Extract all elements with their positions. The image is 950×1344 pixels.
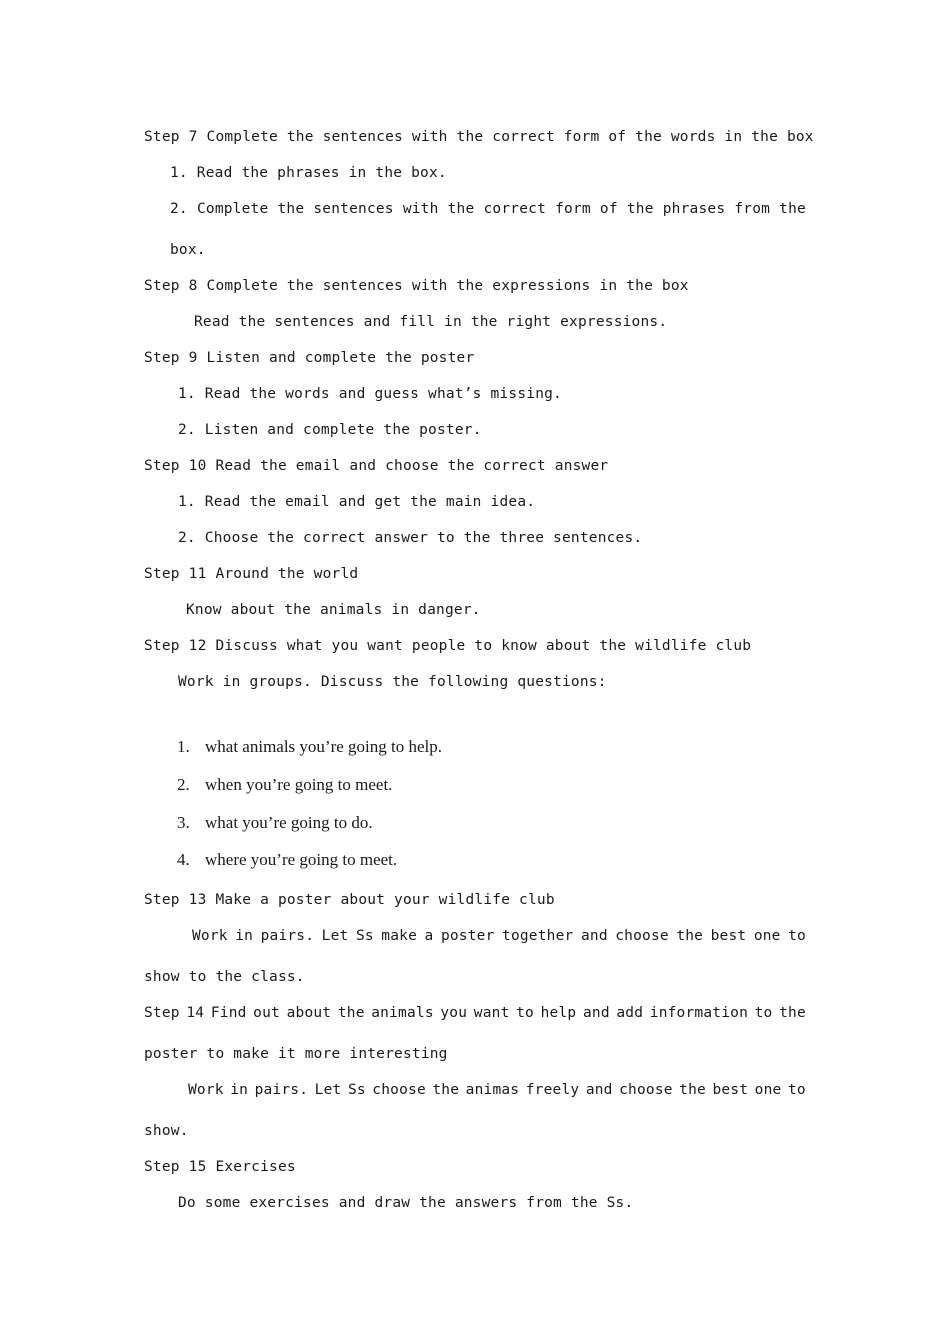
word: best bbox=[710, 928, 747, 944]
step-9-item-1: 1. Read the words and guess what’s missing. bbox=[178, 386, 562, 402]
step-15-text: Do some exercises and draw the answers from the Ss. bbox=[178, 1195, 634, 1211]
step-7-item-2-cont: box. bbox=[170, 242, 206, 258]
word: Step bbox=[144, 1005, 180, 1021]
word: freely bbox=[525, 1082, 580, 1098]
step-14-heading-cont: poster to make it more interesting bbox=[144, 1046, 448, 1062]
word: Ss bbox=[347, 1082, 366, 1098]
word: correct bbox=[483, 201, 547, 217]
word: the bbox=[779, 1005, 806, 1021]
question-text: what you’re going to do. bbox=[205, 813, 373, 832]
step-13-heading: Step 13 Make a poster about your wildlife club bbox=[144, 892, 555, 908]
word: choose bbox=[372, 1082, 426, 1098]
step-14-heading bbox=[144, 1003, 806, 1023]
word: 2. bbox=[170, 201, 188, 217]
word: Complete bbox=[196, 201, 269, 217]
word: and bbox=[580, 928, 608, 944]
step-9-item-2: 2. Listen and complete the poster. bbox=[178, 422, 482, 438]
word: in bbox=[230, 1082, 249, 1098]
word: the bbox=[277, 201, 305, 217]
word: choose bbox=[619, 1082, 673, 1098]
word: the bbox=[779, 201, 806, 217]
word: of bbox=[599, 201, 618, 217]
step-10-item-2: 2. Choose the correct answer to the three sentences. bbox=[178, 530, 643, 546]
word: from bbox=[734, 201, 771, 217]
word: choose bbox=[615, 928, 669, 944]
word: sentences bbox=[313, 201, 394, 217]
word: animals bbox=[371, 1005, 434, 1021]
word: the bbox=[679, 1082, 706, 1098]
word: pairs. bbox=[260, 928, 315, 944]
step-12-heading: Step 12 Discuss what you want people to know about the wildlife club bbox=[144, 638, 752, 654]
word: you bbox=[440, 1005, 468, 1021]
word: best bbox=[712, 1082, 749, 1098]
word: Work bbox=[188, 1082, 224, 1098]
word: make bbox=[381, 928, 418, 944]
word: information bbox=[649, 1005, 748, 1021]
word: Let bbox=[314, 1082, 342, 1098]
word: the bbox=[432, 1082, 460, 1098]
question-number: 2. bbox=[177, 775, 190, 794]
word: Let bbox=[321, 928, 349, 944]
word: pairs. bbox=[254, 1082, 309, 1098]
word: to bbox=[516, 1005, 534, 1021]
word: one bbox=[753, 928, 781, 944]
step-8-text: Read the sentences and fill in the right expressions. bbox=[194, 314, 668, 330]
word: form bbox=[555, 201, 591, 217]
step-7-heading: Step 7 Complete the sentences with the correct form of the words in the box bbox=[144, 129, 814, 145]
word: 14 bbox=[186, 1005, 205, 1021]
word: together bbox=[502, 928, 574, 944]
word: and bbox=[585, 1082, 613, 1098]
step-10-heading: Step 10 Read the email and choose the correct answer bbox=[144, 458, 609, 474]
question-item bbox=[160, 827, 397, 893]
question-number: 4. bbox=[177, 850, 190, 869]
word: with bbox=[402, 201, 439, 217]
step-13-text bbox=[192, 926, 806, 946]
step-8-heading: Step 8 Complete the sentences with the expressions in the box bbox=[144, 278, 689, 294]
word: out bbox=[253, 1005, 280, 1021]
word: to bbox=[787, 1082, 806, 1098]
step-13-text-cont: show to the class. bbox=[144, 969, 305, 985]
word: add bbox=[616, 1005, 644, 1021]
word: about bbox=[286, 1005, 332, 1021]
word: to bbox=[788, 928, 806, 944]
word: phrases bbox=[662, 201, 726, 217]
step-14-text bbox=[188, 1080, 806, 1100]
word: poster bbox=[440, 928, 495, 944]
step-9-heading: Step 9 Listen and complete the poster bbox=[144, 350, 475, 366]
word: the bbox=[337, 1005, 365, 1021]
word: Ss bbox=[355, 928, 374, 944]
step-14-text-cont: show. bbox=[144, 1123, 189, 1139]
question-text: when you’re going to meet. bbox=[205, 775, 393, 794]
question-number: 1. bbox=[177, 737, 190, 756]
step-12-text: Work in groups. Discuss the following questions: bbox=[178, 674, 607, 690]
word: in bbox=[235, 928, 254, 944]
word: the bbox=[447, 201, 475, 217]
step-11-heading: Step 11 Around the world bbox=[144, 566, 359, 582]
step-11-text: Know about the animals in danger. bbox=[186, 602, 481, 618]
word: a bbox=[424, 928, 434, 944]
word: Find bbox=[210, 1005, 247, 1021]
step-15-heading: Step 15 Exercises bbox=[144, 1159, 296, 1175]
word: Work bbox=[192, 928, 228, 944]
word: to bbox=[754, 1005, 773, 1021]
step-10-item-1: 1. Read the email and get the main idea. bbox=[178, 494, 536, 510]
question-number: 3. bbox=[177, 813, 190, 832]
word: one bbox=[754, 1082, 782, 1098]
word: and bbox=[582, 1005, 610, 1021]
word: the bbox=[676, 928, 704, 944]
word: help bbox=[540, 1005, 577, 1021]
step-7-item-1: 1. Read the phrases in the box. bbox=[170, 165, 447, 181]
question-text: where you’re going to meet. bbox=[205, 850, 398, 869]
word: animas bbox=[465, 1082, 520, 1098]
word: want bbox=[473, 1005, 510, 1021]
question-text: what animals you’re going to help. bbox=[205, 737, 443, 756]
word: the bbox=[626, 201, 654, 217]
step-7-item-2 bbox=[170, 199, 806, 219]
